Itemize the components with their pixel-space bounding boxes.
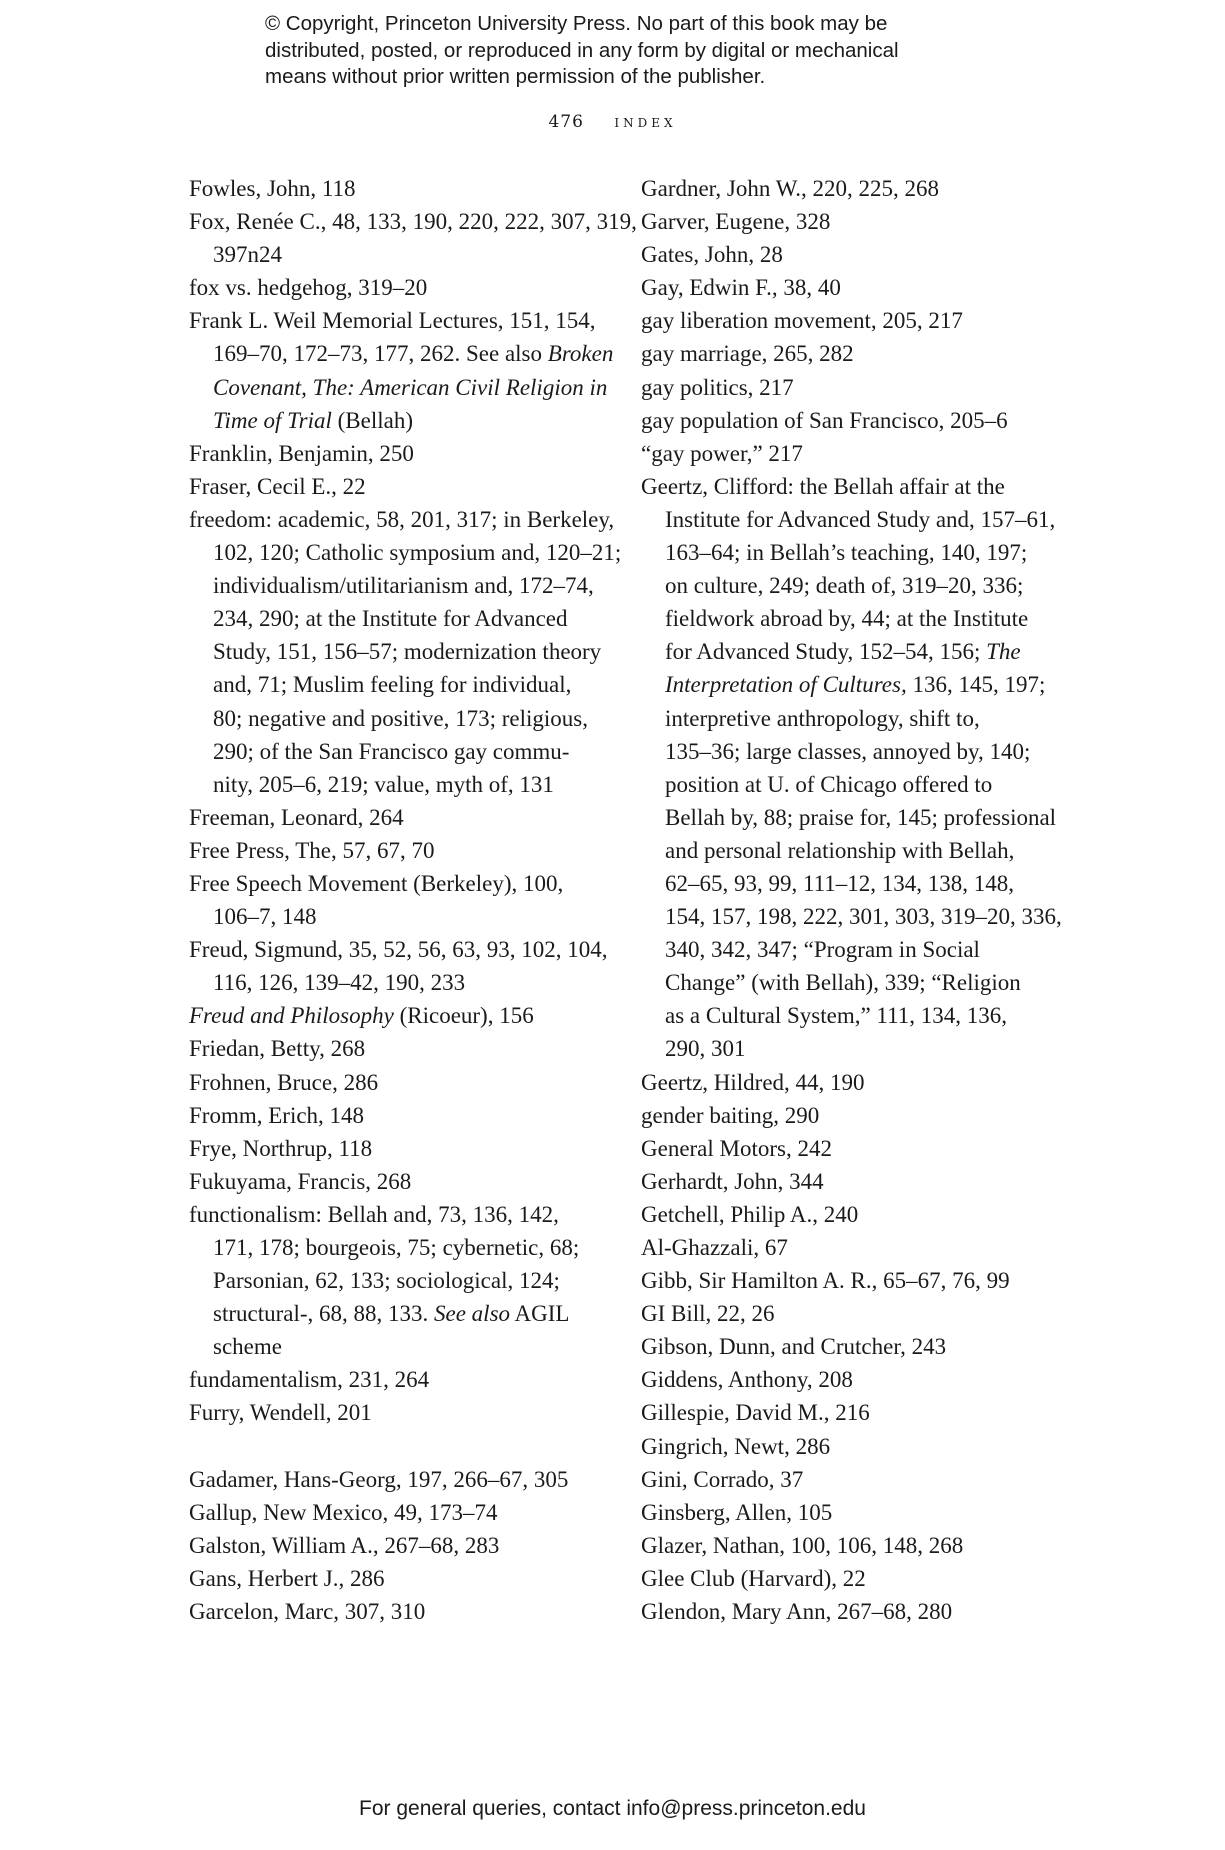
index-entry xyxy=(189,801,599,834)
index-entry xyxy=(641,1264,1061,1297)
index-entry-line: Gates, John, 28 xyxy=(641,242,783,268)
index-entry-line: 102, 120; Catholic symposium and, 120–21; xyxy=(213,540,622,566)
index-entry-line: Gardner, John W., 220, 225, 268 xyxy=(641,176,940,201)
index-entry-line: Freud and Philosophy (Ricoeur), 156 xyxy=(189,1003,534,1029)
index-entry xyxy=(641,1297,1061,1330)
index-entry-line: for Advanced Study, 152–54, 156; The xyxy=(665,639,1021,665)
index-entry-line: Geertz, Hildred, 44, 190 xyxy=(641,1069,865,1095)
index-entry xyxy=(641,271,1061,304)
index-entry-line: as a Cultural System,” 111, 134, 136, xyxy=(665,1003,1007,1029)
index-entry-line: Giddens, Anthony, 208 xyxy=(641,1367,853,1393)
index-entry-line: Gans, Herbert J., 286 xyxy=(189,1565,385,1591)
index-entry xyxy=(189,437,599,470)
index-entry-line: Glendon, Mary Ann, 267–68, 280 xyxy=(641,1599,953,1625)
index-entry-line: gender baiting, 290 xyxy=(641,1102,820,1128)
index-entry-line: Glee Club (Harvard), 22 xyxy=(641,1565,866,1591)
index-entry-line: 290; of the San Francisco gay commu- xyxy=(213,738,570,764)
index-entry xyxy=(189,933,608,999)
index-entry-line: Geertz, Clifford: the Bellah affair at the xyxy=(641,473,1005,499)
index-entry-line: and personal relationship with Bellah, xyxy=(665,837,1015,863)
index-entry xyxy=(641,1496,1061,1529)
index-entry-line: structural-, 68, 88, 133. See also AGIL xyxy=(213,1301,570,1327)
index-entry xyxy=(189,1595,599,1628)
index-entry xyxy=(641,172,1061,205)
index-entry-line: Frank L. Weil Memorial Lectures, 151, 154, xyxy=(189,308,596,334)
index-entry-line: Bellah by, 88; praise for, 145; professional xyxy=(665,804,1057,830)
index-entry-line: Gibb, Sir Hamilton A. R., 65–67, 76, 99 xyxy=(641,1268,1010,1294)
index-entry-line: 62–65, 93, 99, 111–12, 134, 138, 148, xyxy=(665,870,1015,896)
index-entry-line: Gillespie, David M., 216 xyxy=(641,1400,870,1426)
index-entry xyxy=(189,1198,599,1363)
index-entry-line: Gerhardt, John, 344 xyxy=(641,1168,824,1194)
index-entry xyxy=(189,1165,599,1198)
index-entry-line: Getchell, Philip A., 240 xyxy=(641,1201,859,1227)
index-entry-line: Study, 151, 156–57; modernization theory xyxy=(213,639,602,665)
index-entry xyxy=(189,834,599,867)
index-entry-line: on culture, 249; death of, 319–20, 336; xyxy=(665,573,1024,599)
index-entry xyxy=(641,238,1061,271)
index-entry-line: Gibson, Dunn, and Crutcher, 243 xyxy=(641,1334,947,1360)
index-entry-line: Gini, Corrado, 37 xyxy=(641,1466,804,1492)
index-entry-line: Fox, Renée C., 48, 133, 190, 220, 222, 307, 319, xyxy=(189,209,637,235)
index-entry-line: gay population of San Francisco, 205–6 xyxy=(641,407,1008,433)
index-entry-line: Freeman, Leonard, 264 xyxy=(189,804,404,830)
index-entry-line: Parsonian, 62, 133; sociological, 124; xyxy=(213,1268,560,1294)
index-entry-line: Institute for Advanced Study and, 157–61, xyxy=(665,506,1056,532)
index-entry-line: Fowles, John, 118 xyxy=(189,176,356,201)
index-entry-line: Freud, Sigmund, 35, 52, 56, 63, 93, 102, 104, xyxy=(189,937,608,963)
running-title: index xyxy=(614,112,677,132)
index-entry-line: fundamentalism, 231, 264 xyxy=(189,1367,430,1393)
index-entry xyxy=(641,371,1061,404)
copyright-line: © Copyright, Princeton University Press. No part of this book may be xyxy=(265,12,888,35)
index-entry-line: General Motors, 242 xyxy=(641,1135,832,1161)
index-entry-line: 154, 157, 198, 222, 301, 303, 319–20, 336, xyxy=(665,904,1062,930)
index-entry-line: Garver, Eugene, 328 xyxy=(641,209,831,235)
index-entry-line: Frye, Northrup, 118 xyxy=(189,1135,373,1161)
index-entry xyxy=(189,867,599,933)
index-entry-line: Change” (with Bellah), 339; “Religion xyxy=(665,970,1021,996)
index-entry xyxy=(641,205,1061,238)
index-entry-line: 234, 290; at the Institute for Advanced xyxy=(213,606,568,632)
index-entry xyxy=(641,470,1061,1066)
index-entry-line: 340, 342, 347; “Program in Social xyxy=(665,937,980,963)
index-entry xyxy=(189,1463,599,1496)
index-entry-line: Glazer, Nathan, 100, 106, 148, 268 xyxy=(641,1532,964,1558)
index-entry-line: Fromm, Erich, 148 xyxy=(189,1102,365,1128)
index-entry-line: position at U. of Chicago offered to xyxy=(665,771,993,797)
index-entry xyxy=(641,1066,1061,1099)
index-entry xyxy=(641,337,1061,370)
index-entry xyxy=(641,1562,1061,1595)
index-entry-line: and, 71; Muslim feeling for individual, xyxy=(213,672,572,698)
index-entry-line: individualism/utilitarianism and, 172–74, xyxy=(213,573,594,599)
index-entry xyxy=(641,1330,1061,1363)
index-entry-line: scheme xyxy=(213,1334,282,1360)
index-entry xyxy=(641,1529,1061,1562)
index-entry xyxy=(189,999,599,1032)
index-entry-line: 135–36; large classes, annoyed by, 140; xyxy=(665,738,1031,764)
index-column-right xyxy=(641,172,1061,1628)
index-entry-line: Gallup, New Mexico, 49, 173–74 xyxy=(189,1499,498,1525)
index-entry xyxy=(641,1463,1061,1496)
index-entry-line: 163–64; in Bellah’s teaching, 140, 197; xyxy=(665,540,1028,566)
index-entry xyxy=(641,1099,1061,1132)
index-entry-line: interpretive anthropology, shift to, xyxy=(665,705,980,731)
index-entry xyxy=(189,1099,599,1132)
index-entry-line: Gadamer, Hans-Georg, 197, 266–67, 305 xyxy=(189,1466,569,1492)
index-entry xyxy=(189,1032,599,1065)
index-entry-line: Furry, Wendell, 201 xyxy=(189,1400,372,1426)
index-entry-line: 106–7, 148 xyxy=(213,904,317,930)
index-entry-line: Friedan, Betty, 268 xyxy=(189,1036,366,1062)
index-entry xyxy=(641,1165,1061,1198)
index-entry xyxy=(189,503,622,801)
running-head xyxy=(0,112,1225,132)
index-entry xyxy=(189,304,614,436)
index-entry-line: fox vs. hedgehog, 319–20 xyxy=(189,275,428,301)
footer-contact: For general queries, contact info@press.princeton.edu xyxy=(359,1797,866,1820)
index-entry xyxy=(641,437,1061,470)
index-entry xyxy=(641,1595,1061,1628)
index-entry-line: Gingrich, Newt, 286 xyxy=(641,1433,831,1459)
copyright-line: means without prior written permission of the publisher. xyxy=(265,65,766,88)
index-entry-line: Galston, William A., 267–68, 283 xyxy=(189,1532,500,1558)
index-entry-line: Franklin, Benjamin, 250 xyxy=(189,440,414,466)
index-entry-line: “gay power,” 217 xyxy=(641,440,803,466)
index-entry-line: 171, 178; bourgeois, 75; cybernetic, 68; xyxy=(213,1235,580,1260)
index-entry-line: 169–70, 172–73, 177, 262. See also Broken xyxy=(213,341,614,367)
index-entry-line: 290, 301 xyxy=(665,1036,746,1062)
index-entry xyxy=(189,205,637,271)
index-entry-line: Free Speech Movement (Berkeley), 100, xyxy=(189,870,564,896)
index-entry xyxy=(641,1430,1061,1463)
index-entry xyxy=(189,271,599,304)
index-entry xyxy=(189,1066,599,1099)
index-entry-line: Interpretation of Cultures, 136, 145, 197; xyxy=(665,672,1046,698)
index-entry-line: Covenant, The: American Civil Religion in xyxy=(213,374,608,400)
index-entry xyxy=(641,404,1061,437)
page-number: 476 xyxy=(548,112,584,132)
copyright-line: distributed, posted, or reproduced in any form by digital or mechanical xyxy=(265,38,899,62)
index-entry-line: Gay, Edwin F., 38, 40 xyxy=(641,275,841,301)
index-column-left xyxy=(189,172,637,1628)
index-entry-line: Time of Trial (Bellah) xyxy=(213,407,413,433)
index-entry-line: fieldwork abroad by, 44; at the Institute xyxy=(665,606,1029,632)
index-entry xyxy=(189,1562,599,1595)
letter-section-gap xyxy=(189,1430,599,1463)
index-entry xyxy=(641,1231,1061,1264)
index-entry-line: Garcelon, Marc, 307, 310 xyxy=(189,1599,426,1625)
index-entry-line: gay liberation movement, 205, 217 xyxy=(641,308,963,334)
index-entry xyxy=(641,1198,1061,1231)
index-entry-line: functionalism: Bellah and, 73, 136, 142, xyxy=(189,1201,559,1227)
index-entry-line: Free Press, The, 57, 67, 70 xyxy=(189,837,435,863)
index-entry xyxy=(189,1529,599,1562)
index-entry-line: gay marriage, 265, 282 xyxy=(641,341,854,367)
index-entry-line: 116, 126, 139–42, 190, 233 xyxy=(213,970,466,996)
index-entry xyxy=(641,1132,1061,1165)
index-entry-line: Al-Ghazzali, 67 xyxy=(641,1235,788,1260)
index-entry-line: Ginsberg, Allen, 105 xyxy=(641,1499,833,1525)
index-entry xyxy=(189,1363,599,1396)
index-entry xyxy=(189,1396,599,1429)
index-entry-line: GI Bill, 22, 26 xyxy=(641,1301,775,1327)
index-entry-line: Frohnen, Bruce, 286 xyxy=(189,1069,379,1095)
index-entry xyxy=(189,1132,599,1165)
index-entry xyxy=(641,1363,1061,1396)
index-entry-line: Fukuyama, Francis, 268 xyxy=(189,1168,412,1194)
index-entry-line: Fraser, Cecil E., 22 xyxy=(189,473,366,499)
index-entry xyxy=(189,1496,599,1529)
index-entry-line: 397n24 xyxy=(213,242,282,268)
index-entry-line: nity, 205–6, 219; value, myth of, 131 xyxy=(213,771,554,797)
index-entry xyxy=(189,172,599,205)
index-entry-line: gay politics, 217 xyxy=(641,374,794,400)
copyright-notice xyxy=(265,11,985,91)
index-entry-line: 80; negative and positive, 173; religious, xyxy=(213,705,588,731)
index-entry xyxy=(641,1396,1061,1429)
index-entry xyxy=(641,304,1061,337)
index-entry xyxy=(189,470,599,503)
index-entry-line: freedom: academic, 58, 201, 317; in Berkeley, xyxy=(189,506,615,532)
